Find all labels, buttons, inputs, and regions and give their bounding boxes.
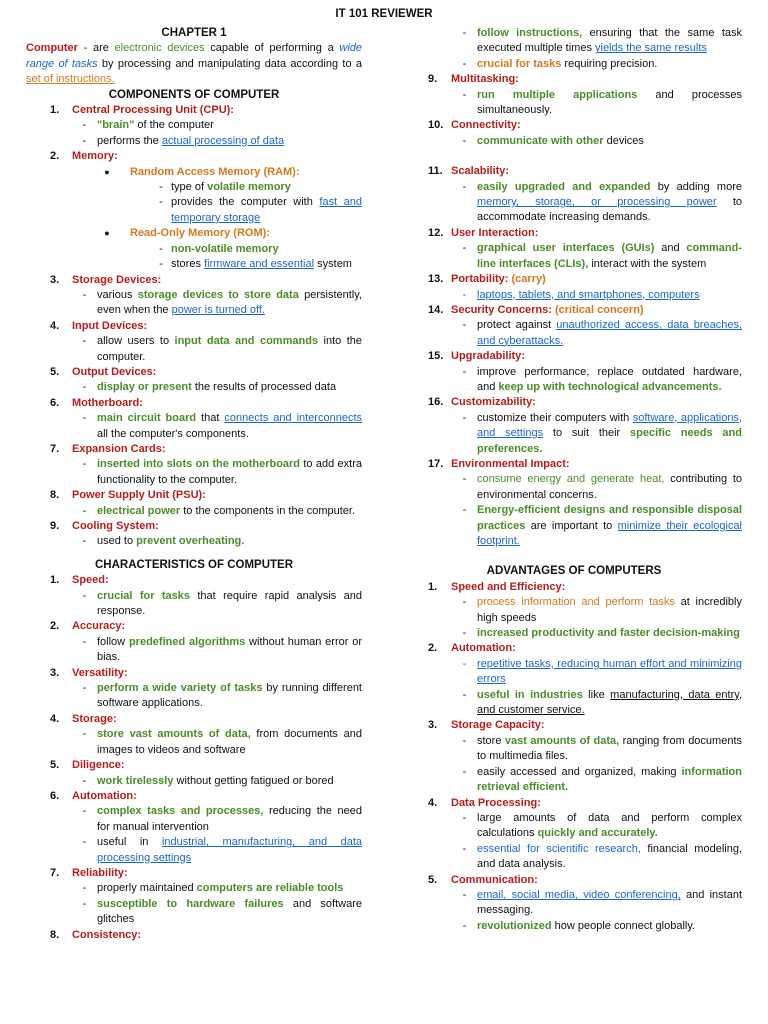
list-item: - improve performance, replace outdated hardware, and keep up with technological advancements. <box>462 365 742 393</box>
list-item: - store vast amounts of data, from documents and images to videos and software <box>82 728 362 756</box>
component-memory: 2. Memory: <box>50 150 118 163</box>
list-item: - easily upgraded and expanded by adding more memory, storage, or processing power to accommodate increasing demands. <box>462 180 743 224</box>
list-item: - repetitive tasks, reducing human effort and minimizing errors <box>462 657 742 686</box>
component-expansion: 7. Expansion Cards: <box>50 442 166 455</box>
list-item: - electrical power to the components in the computer. <box>82 504 356 517</box>
component-cpu: 1. Central Processing Unit (CPU): <box>50 104 234 117</box>
list-item: - revolutionized how people connect globally. <box>462 919 696 932</box>
list-item: - graphical user interfaces (GUIs) and command-line interfaces (CLIs), interact with the system <box>462 242 743 270</box>
component-motherboard: 6. Motherboard: <box>50 396 143 409</box>
char-automation: 6. Automation: <box>50 789 137 802</box>
list-item: - type of volatile memory <box>159 181 291 194</box>
list-item: - properly maintained computers are reliable tools <box>82 882 344 895</box>
list-item: - follow predefined algorithms without human error or bias. <box>82 635 362 664</box>
list-item: - allow users to input data and commands into the computer. <box>82 335 362 363</box>
list-item: - performs the actual processing of data <box>82 134 285 147</box>
char-multitasking: 9. Multitasking: <box>428 73 519 86</box>
char-customizability: 16. Customizability: <box>428 396 536 409</box>
list-item: - email, social media, video conferencing, and instant messaging. <box>462 888 742 917</box>
list-item: - useful in industrial, manufacturing, and data processing settings <box>82 836 362 864</box>
component-storage: 3. Storage Devices: <box>50 273 162 286</box>
char-storage: 4. Storage: <box>50 712 117 725</box>
list-item: - large amounts of data and perform complex calculations quickly and accurately. <box>462 811 742 840</box>
components-title: COMPONENTS OF COMPUTER <box>108 88 280 101</box>
left-column <box>26 26 362 943</box>
component-cooling: 9. Cooling System: <box>50 520 159 532</box>
list-item: - customize their computers with software, applications, and settings to suit their specific needs and preferences. <box>462 411 742 455</box>
char-user-interaction: 12. User Interaction: <box>428 226 539 239</box>
list-item: - various storage devices to store data persistently, even when the power is turned off. <box>82 288 362 317</box>
list-item: - increased productivity and faster decision-making <box>462 627 740 640</box>
char-scalability: 11. Scalability: <box>428 165 510 178</box>
char-accuracy: 2. Accuracy: <box>50 620 126 633</box>
list-item: - crucial for tasks requiring precision. <box>462 57 658 70</box>
list-item: - consume energy and generate heat, contributing to environmental concerns. <box>462 473 742 501</box>
list-item: - laptops, tablets, and smartphones, computers <box>462 288 700 301</box>
list-item: - useful in industries like manufacturing, data entry, and customer service. <box>462 688 742 717</box>
list-item: - susceptible to hardware failures and software glitches <box>82 897 362 926</box>
adv-automation: 2. Automation: <box>428 642 516 655</box>
list-item: - inserted into slots on the motherboard to add extra functionality to the computer. <box>82 458 362 486</box>
char-reliability: 7. Reliability: <box>50 866 128 879</box>
list-item: - protect against unauthorized access, data breaches, and cyberattacks. <box>462 319 742 347</box>
adv-speed: 1. Speed and Efficiency: <box>428 580 566 593</box>
list-item: - crucial for tasks that require rapid analysis and response. <box>82 589 362 618</box>
list-item: - essential for scientific research, financial modeling, and data analysis. <box>462 842 743 871</box>
list-item: - main circuit board that connects and interconnects all the computer's components. <box>82 412 362 440</box>
adv-communication: 5. Communication: <box>428 873 538 886</box>
link-text: actual processing of data <box>161 134 285 147</box>
char-speed: 1. Speed: <box>50 574 109 587</box>
list-item: - Energy-efficient designs and responsible disposal practices are important to minimize their ecological footprint. <box>462 504 743 547</box>
char-environmental: 17. Environmental Impact: <box>428 457 570 470</box>
list-item: - complex tasks and processes, reducing the need for manual intervention <box>82 805 362 833</box>
list-item: - perform a wide variety of tasks by running different software applications. <box>82 682 362 710</box>
char-portability: 13. Portability: (carry) <box>428 273 546 286</box>
list-item: - stores firmware and essential system <box>159 258 352 271</box>
list-item: ● Random Access Memory (RAM): <box>104 165 300 178</box>
advantages-title: ADVANTAGES OF COMPUTERS <box>486 565 662 578</box>
list-item: - communicate with other devices <box>462 134 644 147</box>
component-psu: 8. Power Supply Unit (PSU): <box>50 489 206 502</box>
list-item: - non-volatile memory <box>159 242 279 255</box>
list-item: - easily accessed and organized, making information retrieval efficient. <box>462 765 742 794</box>
char-versatility: 3. Versatility: <box>50 666 128 679</box>
list-item: ● Read-Only Memory (ROM): <box>104 227 270 240</box>
intro-paragraph: Computer - are electronic devices capable of performing a wide range of tasks by processing and manipulating data according to a set of instructions. <box>26 42 363 86</box>
adv-storage: 3. Storage Capacity: <box>428 719 545 732</box>
chapter-title: CHAPTER 1 <box>161 27 227 39</box>
char-upgradability: 15. Upgradability: <box>428 350 525 363</box>
adv-data-processing: 4. Data Processing: <box>428 796 541 809</box>
characteristics-title: CHARACTERISTICS OF COMPUTER <box>94 558 294 571</box>
list-item: - store vast amounts of data, ranging from documents to multimedia files. <box>462 734 742 763</box>
component-input: 4. Input Devices: <box>50 319 148 332</box>
right-column <box>406 26 742 934</box>
list-item: - "brain" of the computer <box>82 119 214 132</box>
list-item: - follow instructions, ensuring that the same task executed multiple times yields the same results <box>462 27 742 55</box>
list-item: - provides the computer with fast and temporary storage <box>159 196 362 224</box>
list-item: - process information and perform tasks at incredibly high speeds <box>462 596 742 624</box>
list-item: - run multiple applications and processes simultaneously. <box>462 88 742 117</box>
document-title: IT 101 REVIEWER <box>335 8 433 20</box>
list-item: - used to prevent overheating. <box>82 535 245 548</box>
list-item: - display or present the results of processed data <box>82 381 337 394</box>
char-diligence: 5. Diligence: <box>50 759 125 772</box>
char-security: 14. Security Concerns: (critical concern) <box>428 303 644 316</box>
list-item: - work tirelessly without getting fatigued or bored <box>82 774 334 787</box>
char-consistency: 8. Consistency: <box>50 928 142 941</box>
char-connectivity: 10. Connectivity: <box>428 119 521 132</box>
component-output: 5. Output Devices: <box>50 365 157 378</box>
